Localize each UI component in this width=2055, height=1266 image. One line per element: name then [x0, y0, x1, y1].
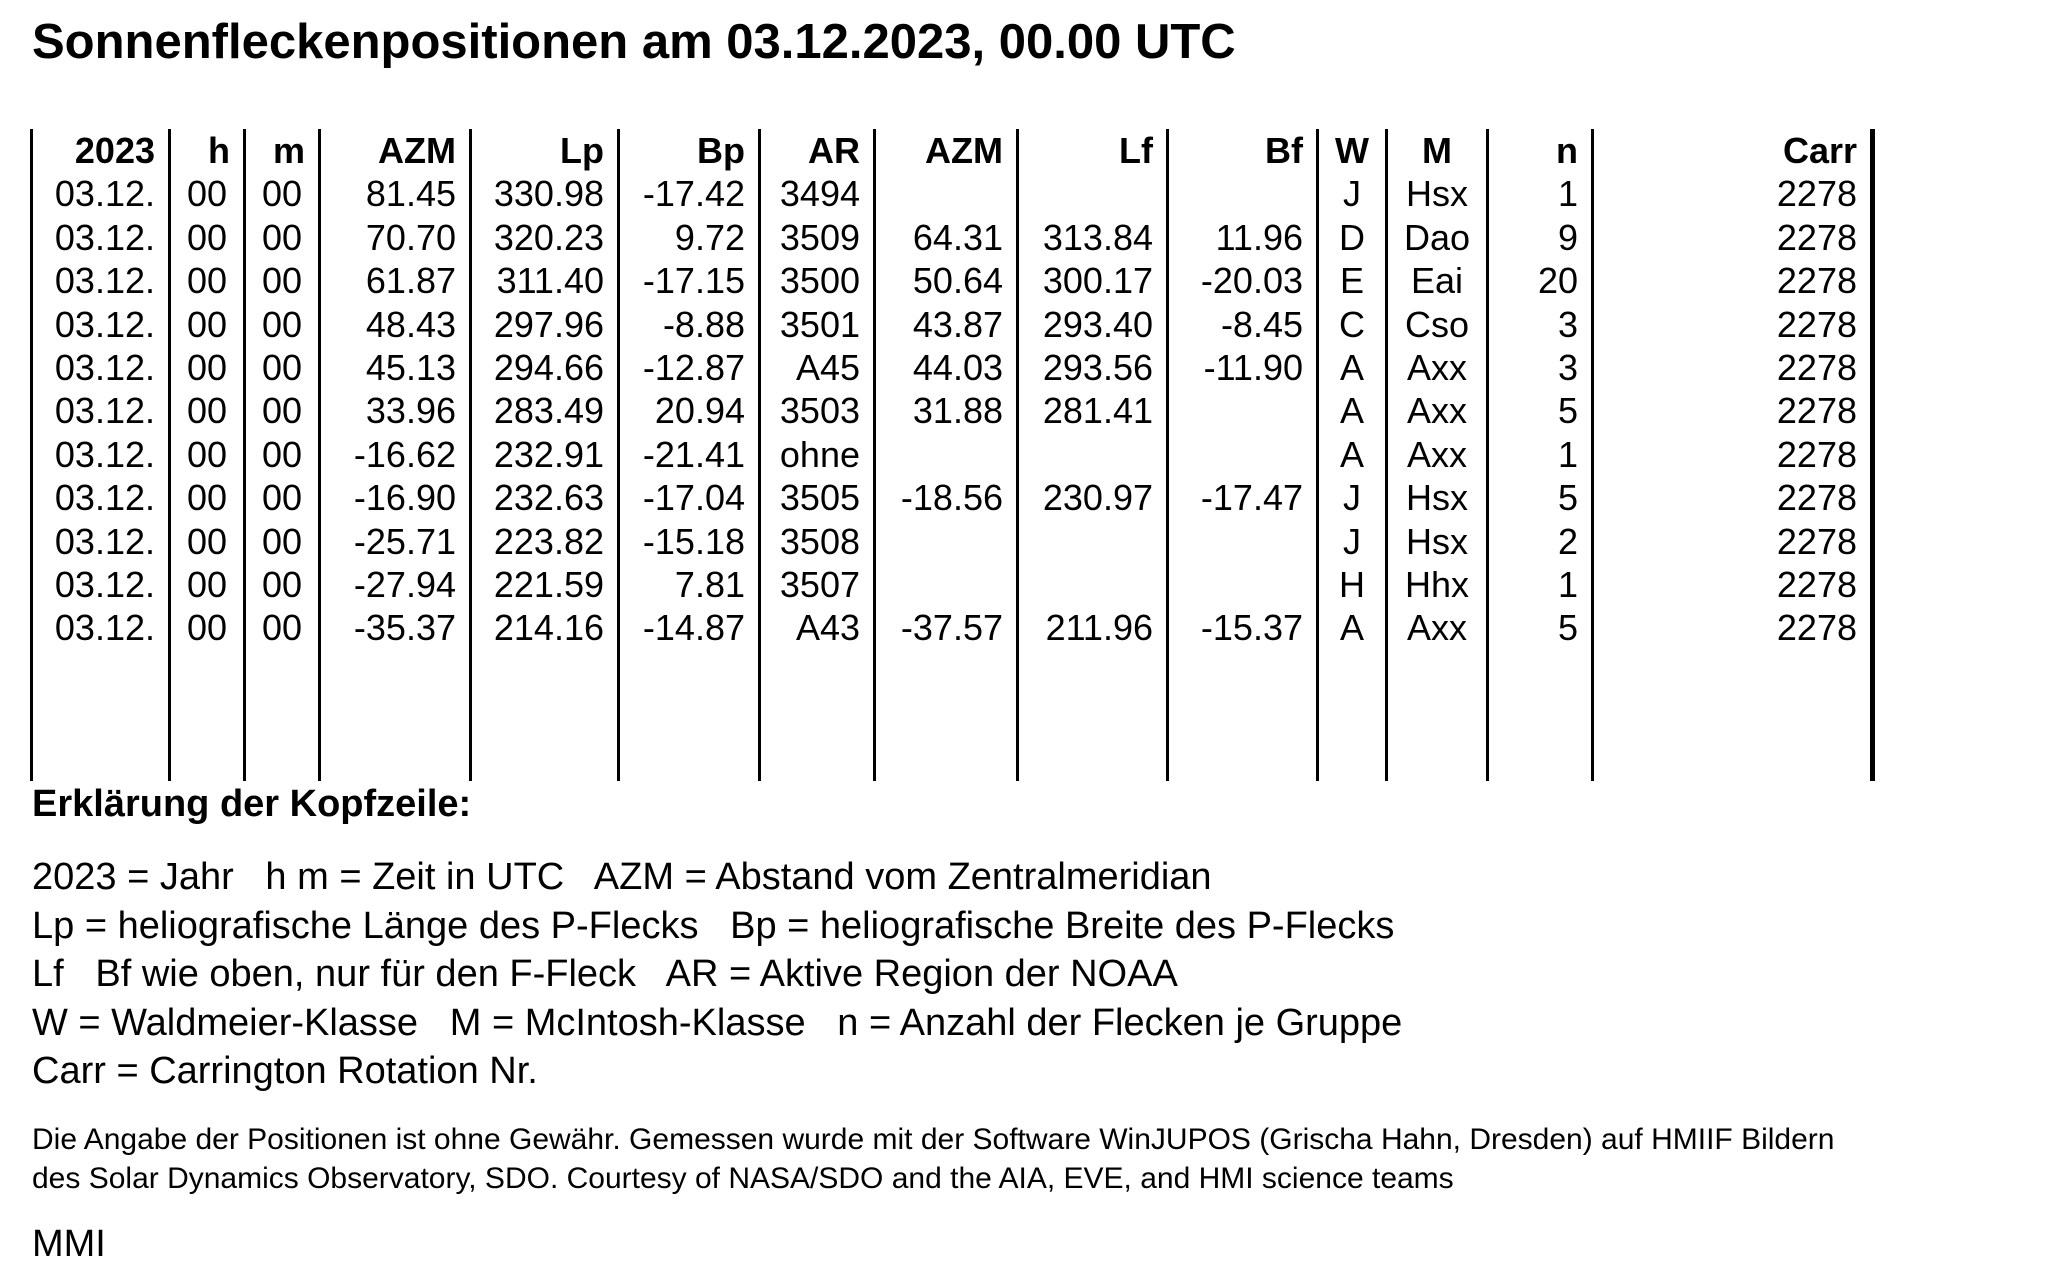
- cell-carr: 2278: [1593, 216, 1873, 259]
- cell-azm-p: -27.94: [320, 563, 471, 606]
- col-header-ar: AR: [760, 129, 875, 172]
- empty-cell: [875, 650, 1018, 781]
- cell-w: E: [1318, 259, 1387, 302]
- table-row: [32, 389, 1873, 432]
- cell-azm-f: 43.87: [875, 303, 1018, 346]
- table-row: [32, 606, 1873, 649]
- cell-hour: 00: [170, 433, 245, 476]
- disclaimer: [32, 1121, 1834, 1198]
- cell-minute: 00: [245, 520, 320, 563]
- cell-bf: -11.90: [1168, 346, 1318, 389]
- cell-minute: 00: [245, 476, 320, 519]
- table-row: [32, 259, 1873, 302]
- cell-azm-f: 50.64: [875, 259, 1018, 302]
- cell-bf: [1168, 389, 1318, 432]
- cell-date: 03.12.: [32, 259, 170, 302]
- cell-ar: 3505: [760, 476, 875, 519]
- cell-carr: 2278: [1593, 433, 1873, 476]
- cell-ar: 3508: [760, 520, 875, 563]
- cell-m: Axx: [1387, 606, 1488, 649]
- cell-bp: -17.04: [619, 476, 760, 519]
- cell-bf: [1168, 563, 1318, 606]
- cell-hour: 00: [170, 563, 245, 606]
- cell-m: Hsx: [1387, 476, 1488, 519]
- empty-cell: [471, 650, 619, 781]
- cell-hour: 00: [170, 259, 245, 302]
- table-row: [32, 563, 1873, 606]
- cell-hour: 00: [170, 303, 245, 346]
- cell-carr: 2278: [1593, 172, 1873, 215]
- cell-azm-p: 45.13: [320, 346, 471, 389]
- col-header-azm-f: AZM: [875, 129, 1018, 172]
- empty-cell: [1488, 650, 1593, 781]
- cell-bp: 20.94: [619, 389, 760, 432]
- cell-carr: 2278: [1593, 303, 1873, 346]
- table-filler-row: [32, 650, 1873, 781]
- cell-azm-f: [875, 433, 1018, 476]
- cell-w: D: [1318, 216, 1387, 259]
- table-row: [32, 172, 1873, 215]
- cell-azm-p: 81.45: [320, 172, 471, 215]
- signature: MMI: [32, 1223, 106, 1265]
- empty-cell: [32, 650, 170, 781]
- cell-date: 03.12.: [32, 520, 170, 563]
- cell-lp: 297.96: [471, 303, 619, 346]
- table-body: [32, 172, 1873, 781]
- cell-n: 5: [1488, 606, 1593, 649]
- cell-w: A: [1318, 433, 1387, 476]
- cell-bf: [1168, 172, 1318, 215]
- cell-n: 1: [1488, 172, 1593, 215]
- cell-w: H: [1318, 563, 1387, 606]
- cell-lf: 211.96: [1018, 606, 1168, 649]
- table-row: [32, 216, 1873, 259]
- legend-line: Carr = Carrington Rotation Nr.: [32, 1050, 538, 1092]
- cell-minute: 00: [245, 216, 320, 259]
- cell-date: 03.12.: [32, 303, 170, 346]
- cell-n: 3: [1488, 303, 1593, 346]
- legend-line: Lp = heliografische Länge des P-Flecks Bp = heliografische Breite des P-Flecks: [32, 904, 1395, 947]
- cell-lf: [1018, 563, 1168, 606]
- cell-lf: [1018, 172, 1168, 215]
- cell-minute: 00: [245, 303, 320, 346]
- cell-hour: 00: [170, 346, 245, 389]
- cell-azm-p: 48.43: [320, 303, 471, 346]
- cell-azm-f: -37.57: [875, 606, 1018, 649]
- cell-lp: 232.63: [471, 476, 619, 519]
- cell-azm-p: -35.37: [320, 606, 471, 649]
- cell-bp: -15.18: [619, 520, 760, 563]
- cell-minute: 00: [245, 606, 320, 649]
- empty-cell: [619, 650, 760, 781]
- cell-hour: 00: [170, 476, 245, 519]
- cell-minute: 00: [245, 433, 320, 476]
- legend-line: Lf Bf wie oben, nur für den F-Fleck AR = Aktive Region der NOAA: [32, 953, 1178, 995]
- cell-ar: 3503: [760, 389, 875, 432]
- col-header-bp: Bp: [619, 129, 760, 172]
- empty-cell: [1168, 650, 1318, 781]
- cell-date: 03.12.: [32, 606, 170, 649]
- cell-bp: -17.15: [619, 259, 760, 302]
- empty-cell: [1593, 650, 1873, 781]
- cell-bp: -8.88: [619, 303, 760, 346]
- cell-ar: A45: [760, 346, 875, 389]
- cell-lf: 281.41: [1018, 389, 1168, 432]
- disclaimer-line: Die Angabe der Positionen ist ohne Gewähr. Gemessen wurde mit der Software WinJUPOS (Grischa Hahn, Dresden) auf HMIIF Bildern: [32, 1123, 1835, 1156]
- cell-carr: 2278: [1593, 606, 1873, 649]
- cell-w: A: [1318, 389, 1387, 432]
- empty-cell: [170, 650, 245, 781]
- cell-lf: 293.40: [1018, 303, 1168, 346]
- cell-azm-p: -16.90: [320, 476, 471, 519]
- cell-hour: 00: [170, 389, 245, 432]
- legend-line: 2023 = Jahr h m = Zeit in UTC AZM = Abstand vom Zentralmeridian: [32, 856, 1212, 898]
- cell-lp: 320.23: [471, 216, 619, 259]
- cell-lp: 311.40: [471, 259, 619, 302]
- cell-azm-f: [875, 563, 1018, 606]
- cell-ar: 3509: [760, 216, 875, 259]
- cell-azm-f: 64.31: [875, 216, 1018, 259]
- col-header-lf: Lf: [1018, 129, 1168, 172]
- cell-azm-p: 33.96: [320, 389, 471, 432]
- table-header-row: [32, 129, 1873, 172]
- cell-hour: 00: [170, 172, 245, 215]
- cell-carr: 2278: [1593, 346, 1873, 389]
- cell-bf: -8.45: [1168, 303, 1318, 346]
- col-header-hour: h: [170, 129, 245, 172]
- cell-n: 3: [1488, 346, 1593, 389]
- cell-n: 1: [1488, 563, 1593, 606]
- cell-hour: 00: [170, 520, 245, 563]
- legend-line: W = Waldmeier-Klasse M = McIntosh-Klasse n = Anzahl der Flecken je Gruppe: [32, 1001, 1403, 1044]
- cell-w: J: [1318, 476, 1387, 519]
- col-header-carr: Carr: [1593, 129, 1873, 172]
- cell-azm-f: -18.56: [875, 476, 1018, 519]
- cell-n: 9: [1488, 216, 1593, 259]
- cell-ar: ohne: [760, 433, 875, 476]
- cell-lp: 294.66: [471, 346, 619, 389]
- cell-azm-p: -25.71: [320, 520, 471, 563]
- cell-bf: [1168, 520, 1318, 563]
- cell-m: Axx: [1387, 433, 1488, 476]
- cell-n: 20: [1488, 259, 1593, 302]
- cell-ar: 3494: [760, 172, 875, 215]
- cell-carr: 2278: [1593, 259, 1873, 302]
- cell-w: A: [1318, 346, 1387, 389]
- cell-carr: 2278: [1593, 389, 1873, 432]
- legend-heading: Erklärung der Kopfzeile:: [32, 783, 472, 825]
- cell-bf: -17.47: [1168, 476, 1318, 519]
- table-row: [32, 303, 1873, 346]
- cell-m: Eai: [1387, 259, 1488, 302]
- cell-bp: -17.42: [619, 172, 760, 215]
- cell-bf: 11.96: [1168, 216, 1318, 259]
- cell-hour: 00: [170, 216, 245, 259]
- cell-date: 03.12.: [32, 563, 170, 606]
- cell-m: Hhx: [1387, 563, 1488, 606]
- cell-m: Hsx: [1387, 520, 1488, 563]
- cell-lp: 223.82: [471, 520, 619, 563]
- cell-w: C: [1318, 303, 1387, 346]
- col-header-m: M: [1387, 129, 1488, 172]
- col-header-n: n: [1488, 129, 1593, 172]
- cell-hour: 00: [170, 606, 245, 649]
- cell-m: Axx: [1387, 389, 1488, 432]
- empty-cell: [320, 650, 471, 781]
- cell-carr: 2278: [1593, 520, 1873, 563]
- cell-azm-p: 61.87: [320, 259, 471, 302]
- cell-bf: [1168, 433, 1318, 476]
- cell-n: 5: [1488, 389, 1593, 432]
- cell-date: 03.12.: [32, 216, 170, 259]
- cell-ar: A43: [760, 606, 875, 649]
- cell-lp: 232.91: [471, 433, 619, 476]
- cell-lp: 283.49: [471, 389, 619, 432]
- cell-minute: 00: [245, 563, 320, 606]
- disclaimer-line: des Solar Dynamics Observatory, SDO. Courtesy of NASA/SDO and the AIA, EVE, and HMI science teams: [32, 1161, 1454, 1195]
- cell-lp: 221.59: [471, 563, 619, 606]
- cell-m: Dao: [1387, 216, 1488, 259]
- table-row: [32, 476, 1873, 519]
- cell-ar: 3501: [760, 303, 875, 346]
- cell-bp: -21.41: [619, 433, 760, 476]
- cell-bp: -14.87: [619, 606, 760, 649]
- cell-minute: 00: [245, 259, 320, 302]
- cell-bf: -20.03: [1168, 259, 1318, 302]
- cell-n: 1: [1488, 433, 1593, 476]
- col-header-azm-p: AZM: [320, 129, 471, 172]
- cell-ar: 3507: [760, 563, 875, 606]
- cell-n: 2: [1488, 520, 1593, 563]
- empty-cell: [1318, 650, 1387, 781]
- cell-w: J: [1318, 520, 1387, 563]
- table-row: [32, 346, 1873, 389]
- cell-lp: 330.98: [471, 172, 619, 215]
- cell-bp: 7.81: [619, 563, 760, 606]
- cell-bp: 9.72: [619, 216, 760, 259]
- page-title: Sonnenfleckenpositionen am 03.12.2023, 00.00 UTC: [32, 15, 1236, 69]
- cell-carr: 2278: [1593, 563, 1873, 606]
- cell-minute: 00: [245, 172, 320, 215]
- col-header-lp: Lp: [471, 129, 619, 172]
- cell-bf: -15.37: [1168, 606, 1318, 649]
- cell-lp: 214.16: [471, 606, 619, 649]
- sunspot-table: [30, 129, 1875, 781]
- col-header-year: 2023: [32, 129, 170, 172]
- col-header-bf: Bf: [1168, 129, 1318, 172]
- cell-lf: 300.17: [1018, 259, 1168, 302]
- cell-azm-f: 44.03: [875, 346, 1018, 389]
- cell-date: 03.12.: [32, 389, 170, 432]
- cell-azm-f: 31.88: [875, 389, 1018, 432]
- empty-cell: [760, 650, 875, 781]
- cell-ar: 3500: [760, 259, 875, 302]
- cell-azm-f: [875, 172, 1018, 215]
- cell-bp: -12.87: [619, 346, 760, 389]
- cell-date: 03.12.: [32, 433, 170, 476]
- table-row: [32, 520, 1873, 563]
- cell-m: Cso: [1387, 303, 1488, 346]
- empty-cell: [1387, 650, 1488, 781]
- cell-date: 03.12.: [32, 346, 170, 389]
- cell-lf: [1018, 520, 1168, 563]
- cell-minute: 00: [245, 389, 320, 432]
- cell-azm-f: [875, 520, 1018, 563]
- cell-lf: [1018, 433, 1168, 476]
- cell-n: 5: [1488, 476, 1593, 519]
- cell-azm-p: -16.62: [320, 433, 471, 476]
- empty-cell: [1018, 650, 1168, 781]
- col-header-minute: m: [245, 129, 320, 172]
- cell-lf: 313.84: [1018, 216, 1168, 259]
- cell-carr: 2278: [1593, 476, 1873, 519]
- cell-minute: 00: [245, 346, 320, 389]
- cell-date: 03.12.: [32, 172, 170, 215]
- cell-m: Hsx: [1387, 172, 1488, 215]
- table-row: [32, 433, 1873, 476]
- cell-w: A: [1318, 606, 1387, 649]
- cell-date: 03.12.: [32, 476, 170, 519]
- empty-cell: [245, 650, 320, 781]
- cell-lf: 293.56: [1018, 346, 1168, 389]
- cell-w: J: [1318, 172, 1387, 215]
- cell-m: Axx: [1387, 346, 1488, 389]
- cell-lf: 230.97: [1018, 476, 1168, 519]
- cell-azm-p: 70.70: [320, 216, 471, 259]
- legend-block: [32, 853, 1402, 1096]
- col-header-w: W: [1318, 129, 1387, 172]
